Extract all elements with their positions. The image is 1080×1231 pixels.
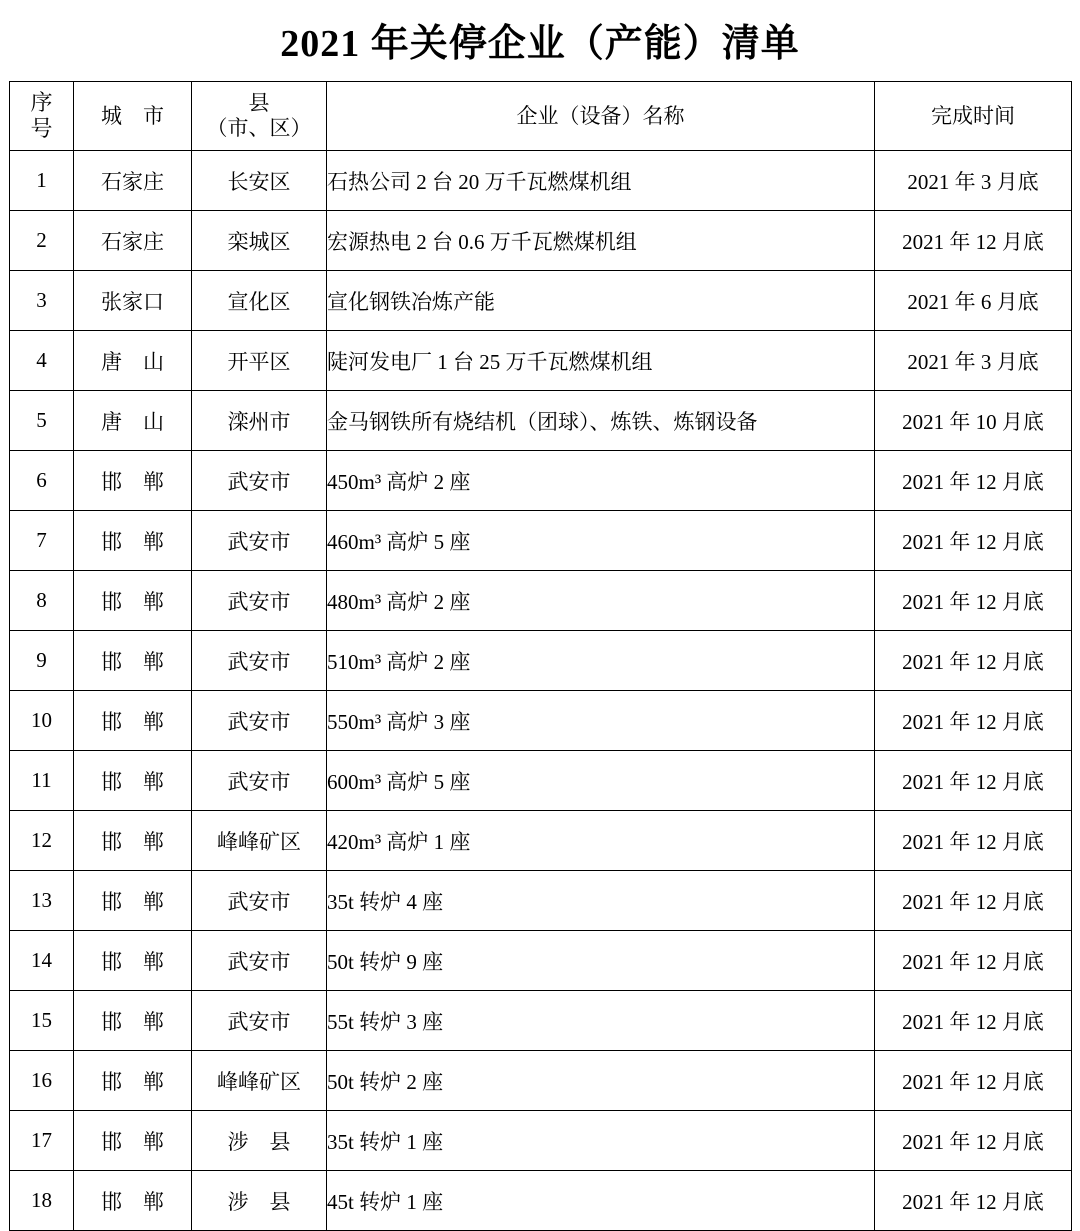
closure-list-table xyxy=(9,81,1072,1231)
cell-completion-time: 2021 年 12 月底 xyxy=(875,751,1072,811)
cell-sequence: 1 xyxy=(10,151,74,211)
cell-county: 武安市 xyxy=(192,691,327,751)
cell-county: 武安市 xyxy=(192,751,327,811)
cell-completion-time: 2021 年 12 月底 xyxy=(875,631,1072,691)
cell-enterprise-name: 480m³ 高炉 2 座 xyxy=(327,571,875,631)
cell-enterprise-name: 510m³ 高炉 2 座 xyxy=(327,631,875,691)
table-row xyxy=(10,1111,1072,1171)
cell-city: 邯 郸 xyxy=(74,751,192,811)
cell-completion-time: 2021 年 6 月底 xyxy=(875,271,1072,331)
cell-sequence: 10 xyxy=(10,691,74,751)
cell-sequence: 8 xyxy=(10,571,74,631)
table-row xyxy=(10,871,1072,931)
column-header-seq xyxy=(10,82,74,151)
cell-city: 唐 山 xyxy=(74,331,192,391)
cell-completion-time: 2021 年 12 月底 xyxy=(875,571,1072,631)
cell-county: 武安市 xyxy=(192,631,327,691)
column-header-seq-line2: 号 xyxy=(30,116,53,141)
cell-county: 武安市 xyxy=(192,511,327,571)
table-row xyxy=(10,571,1072,631)
cell-sequence: 7 xyxy=(10,511,74,571)
cell-enterprise-name: 460m³ 高炉 5 座 xyxy=(327,511,875,571)
table-row xyxy=(10,631,1072,691)
cell-sequence: 4 xyxy=(10,331,74,391)
table-row xyxy=(10,991,1072,1051)
table-row xyxy=(10,751,1072,811)
cell-city: 邯 郸 xyxy=(74,1051,192,1111)
cell-county: 滦州市 xyxy=(192,391,327,451)
cell-enterprise-name: 50t 转炉 9 座 xyxy=(327,931,875,991)
cell-county: 涉 县 xyxy=(192,1111,327,1171)
cell-county: 长安区 xyxy=(192,151,327,211)
cell-completion-time: 2021 年 12 月底 xyxy=(875,211,1072,271)
cell-enterprise-name: 420m³ 高炉 1 座 xyxy=(327,811,875,871)
table-header xyxy=(10,82,1072,151)
cell-enterprise-name: 450m³ 高炉 2 座 xyxy=(327,451,875,511)
cell-completion-time: 2021 年 10 月底 xyxy=(875,391,1072,451)
cell-county: 栾城区 xyxy=(192,211,327,271)
table-row xyxy=(10,1051,1072,1111)
table-row xyxy=(10,451,1072,511)
cell-city: 唐 山 xyxy=(74,391,192,451)
cell-sequence: 11 xyxy=(10,751,74,811)
table-row xyxy=(10,1171,1072,1231)
cell-city: 邯 郸 xyxy=(74,511,192,571)
cell-sequence: 15 xyxy=(10,991,74,1051)
cell-city: 邯 郸 xyxy=(74,811,192,871)
column-header-enterprise-name: 企业（设备）名称 xyxy=(327,82,875,151)
cell-enterprise-name: 45t 转炉 1 座 xyxy=(327,1171,875,1231)
cell-city: 邯 郸 xyxy=(74,991,192,1051)
table-row xyxy=(10,931,1072,991)
cell-city: 石家庄 xyxy=(74,151,192,211)
cell-city: 张家口 xyxy=(74,271,192,331)
cell-county: 武安市 xyxy=(192,571,327,631)
column-header-county-line1: 县 xyxy=(248,90,270,115)
cell-city: 邯 郸 xyxy=(74,451,192,511)
cell-enterprise-name: 600m³ 高炉 5 座 xyxy=(327,751,875,811)
cell-county: 峰峰矿区 xyxy=(192,811,327,871)
cell-completion-time: 2021 年 12 月底 xyxy=(875,1171,1072,1231)
cell-county: 宣化区 xyxy=(192,271,327,331)
column-header-county xyxy=(192,82,327,151)
cell-enterprise-name: 35t 转炉 1 座 xyxy=(327,1111,875,1171)
cell-enterprise-name: 宣化钢铁冶炼产能 xyxy=(327,271,875,331)
column-header-seq-line1: 序 xyxy=(30,89,53,115)
cell-city: 邯 郸 xyxy=(74,1171,192,1231)
cell-sequence: 12 xyxy=(10,811,74,871)
cell-city: 邯 郸 xyxy=(74,871,192,931)
cell-sequence: 17 xyxy=(10,1111,74,1171)
column-header-county-line2: （市、区） xyxy=(206,116,312,140)
cell-completion-time: 2021 年 12 月底 xyxy=(875,871,1072,931)
column-header-city: 城 市 xyxy=(74,82,192,151)
cell-completion-time: 2021 年 3 月底 xyxy=(875,151,1072,211)
cell-enterprise-name: 50t 转炉 2 座 xyxy=(327,1051,875,1111)
table-row xyxy=(10,691,1072,751)
table-row xyxy=(10,331,1072,391)
table-body xyxy=(10,151,1072,1231)
cell-enterprise-name: 550m³ 高炉 3 座 xyxy=(327,691,875,751)
cell-enterprise-name: 35t 转炉 4 座 xyxy=(327,871,875,931)
table-row xyxy=(10,811,1072,871)
cell-enterprise-name: 55t 转炉 3 座 xyxy=(327,991,875,1051)
cell-enterprise-name: 金马钢铁所有烧结机（团球）、炼铁、炼钢设备 xyxy=(327,391,875,451)
cell-sequence: 13 xyxy=(10,871,74,931)
cell-enterprise-name: 石热公司 2 台 20 万千瓦燃煤机组 xyxy=(327,151,875,211)
table-row xyxy=(10,211,1072,271)
page-title: 2021 年关停企业（产能）清单 xyxy=(280,23,800,65)
cell-county: 峰峰矿区 xyxy=(192,1051,327,1111)
cell-completion-time: 2021 年 12 月底 xyxy=(875,1051,1072,1111)
table-row xyxy=(10,511,1072,571)
cell-city: 石家庄 xyxy=(74,211,192,271)
cell-completion-time: 2021 年 12 月底 xyxy=(875,691,1072,751)
cell-city: 邯 郸 xyxy=(74,631,192,691)
cell-county: 涉 县 xyxy=(192,1171,327,1231)
cell-city: 邯 郸 xyxy=(74,571,192,631)
cell-county: 武安市 xyxy=(192,871,327,931)
table-row xyxy=(10,271,1072,331)
cell-completion-time: 2021 年 12 月底 xyxy=(875,811,1072,871)
cell-completion-time: 2021 年 12 月底 xyxy=(875,511,1072,571)
cell-completion-time: 2021 年 12 月底 xyxy=(875,1111,1072,1171)
cell-enterprise-name: 陡河发电厂 1 台 25 万千瓦燃煤机组 xyxy=(327,331,875,391)
cell-sequence: 14 xyxy=(10,931,74,991)
cell-sequence: 18 xyxy=(10,1171,74,1231)
cell-county: 开平区 xyxy=(192,331,327,391)
column-header-completion-time: 完成时间 xyxy=(875,82,1072,151)
cell-sequence: 5 xyxy=(10,391,74,451)
cell-city: 邯 郸 xyxy=(74,691,192,751)
cell-enterprise-name: 宏源热电 2 台 0.6 万千瓦燃煤机组 xyxy=(327,211,875,271)
cell-sequence: 9 xyxy=(10,631,74,691)
cell-county: 武安市 xyxy=(192,931,327,991)
table-row xyxy=(10,151,1072,211)
cell-completion-time: 2021 年 12 月底 xyxy=(875,931,1072,991)
cell-sequence: 16 xyxy=(10,1051,74,1111)
cell-completion-time: 2021 年 3 月底 xyxy=(875,331,1072,391)
cell-county: 武安市 xyxy=(192,451,327,511)
cell-sequence: 6 xyxy=(10,451,74,511)
cell-completion-time: 2021 年 12 月底 xyxy=(875,451,1072,511)
cell-city: 邯 郸 xyxy=(74,931,192,991)
table-row xyxy=(10,391,1072,451)
cell-completion-time: 2021 年 12 月底 xyxy=(875,991,1072,1051)
table-header-row xyxy=(10,82,1072,151)
cell-county: 武安市 xyxy=(192,991,327,1051)
cell-city: 邯 郸 xyxy=(74,1111,192,1171)
cell-sequence: 3 xyxy=(10,271,74,331)
cell-sequence: 2 xyxy=(10,211,74,271)
